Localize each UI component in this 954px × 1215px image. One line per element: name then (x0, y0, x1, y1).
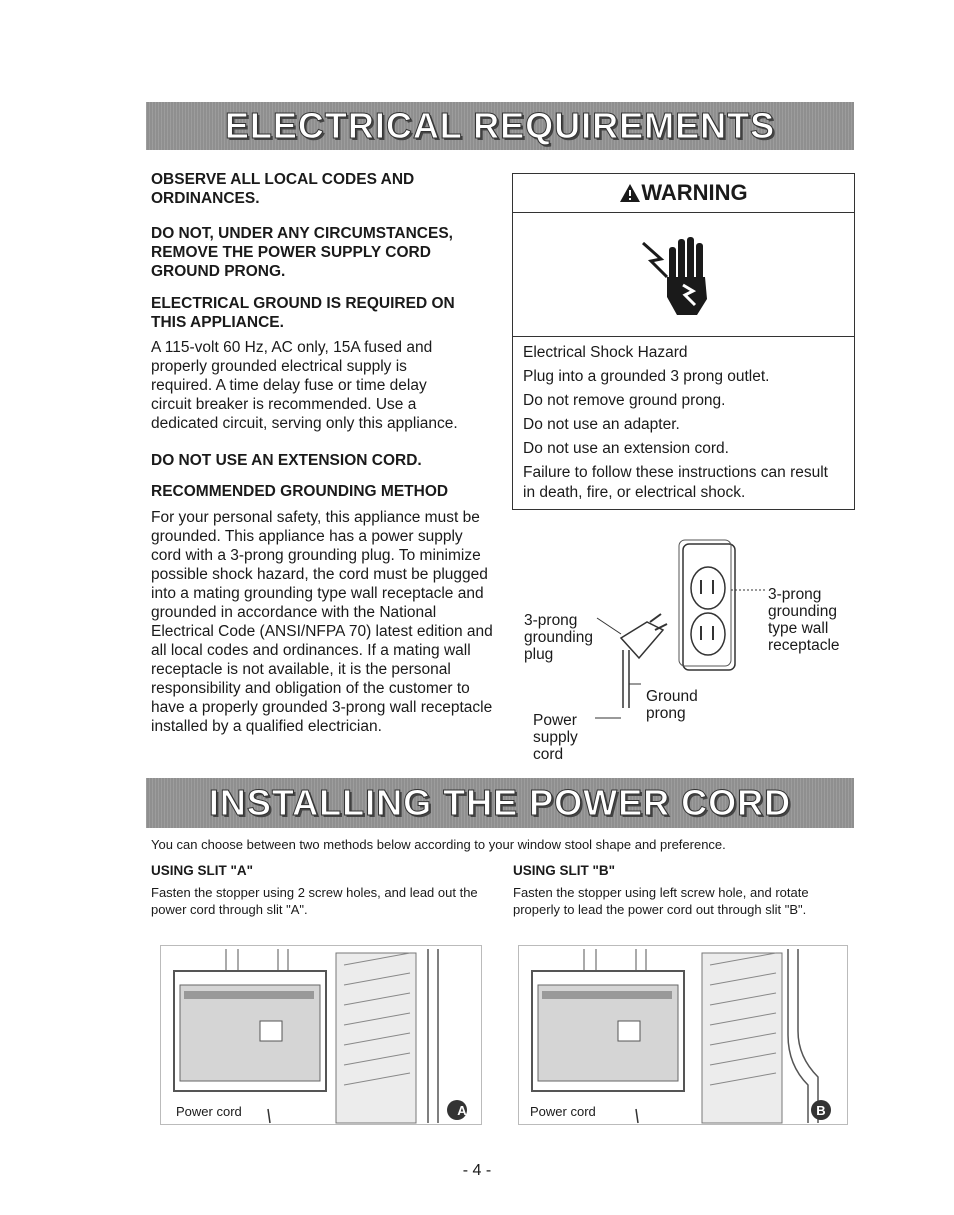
heading-slit-b: USING SLIT "B" (513, 863, 616, 878)
warning-icon-area (513, 213, 854, 337)
section-title: ELECTRICAL REQUIREMENTS (224, 105, 776, 146)
caption-power-cord-b: Power cord (530, 1104, 596, 1119)
warning-triangle-icon (619, 183, 641, 203)
warning-line-hazard: Electrical Shock Hazard (523, 344, 688, 361)
warning-line-failure: Failure to follow these instructions can result in death, fire, or electrical shock. (523, 464, 828, 501)
electric-shock-hand-icon (637, 225, 727, 325)
label-receptacle: 3-prong grounding type wall receptacle (768, 586, 840, 654)
warning-line-extension: Do not use an extension cord. (523, 440, 729, 457)
electrical-requirements-banner (146, 102, 854, 150)
text-slit-b: Fasten the stopper using left screw hole, and rotate properly to lead the power cord out through slit "B". (513, 885, 809, 917)
heading-local-codes: OBSERVE ALL LOCAL CODES AND ORDINANCES. (151, 171, 415, 207)
slit-b-illustration (518, 945, 848, 1125)
paragraph-grounding: For your personal safety, this appliance must be grounded. This appliance has a power supply cord with a 3-prong grounding plug. To minimize possible shock hazard, the cord must be plugged into a mating grounding type wall receptacle and grounded in accordance with the National Electrical Code (ANSI/NFPA 70) latest edition and all local codes and ordinances. If a mating wall receptacle is not available, it is the personal responsibility and obligation of the customer to have a properly grounded 3-prong wall receptacle installed by a qualified electrician. (151, 509, 493, 735)
label-power-supply-cord: Power supply cord (533, 712, 578, 763)
heading-slit-a: USING SLIT "A" (151, 863, 254, 878)
installing-power-cord-banner (146, 778, 854, 828)
warning-header (513, 174, 854, 213)
label-3-prong-plug: 3-prong grounding plug (524, 612, 593, 663)
text-slit-a: Fasten the stopper using 2 screw holes, and lead out the power cord through slit "A". (151, 885, 478, 917)
heading-ground-prong: DO NOT, UNDER ANY CIRCUMSTANCES, REMOVE THE POWER SUPPLY CORD GROUND PRONG. (151, 225, 453, 280)
installing-intro: You can choose between two methods below according to your window stool shape and preference. (151, 837, 726, 852)
heading-grounding-method: RECOMMENDED GROUNDING METHOD (151, 483, 449, 500)
heading-extension-cord: DO NOT USE AN EXTENSION CORD. (151, 452, 422, 469)
warning-line-prong: Do not remove ground prong. (523, 392, 726, 409)
slit-b-marker: B (816, 1103, 826, 1118)
slit-a-illustration (160, 945, 482, 1125)
paragraph-supply: A 115-volt 60 Hz, AC only, 15A fused and properly grounded electrical supply is required. A time delay fuse or time delay circuit breaker is recommended. Use a dedicated circuit, serving only this appliance. (151, 339, 458, 432)
heading-ground-required: ELECTRICAL GROUND IS REQUIRED ON THIS APPLIANCE. (151, 295, 455, 331)
warning-title: WARNING (641, 180, 748, 205)
warning-line-outlet: Plug into a grounded 3 prong outlet. (523, 368, 770, 385)
warning-box (512, 173, 855, 510)
caption-power-cord-a: Power cord (176, 1104, 242, 1119)
page-number: - 4 - (462, 1162, 492, 1179)
warning-text (513, 337, 854, 513)
warning-line-adapter: Do not use an adapter. (523, 416, 680, 433)
label-ground-prong: Ground prong (646, 688, 698, 722)
slit-a-marker: A (457, 1103, 467, 1118)
section-title: INSTALLING THE POWER CORD (208, 782, 792, 823)
